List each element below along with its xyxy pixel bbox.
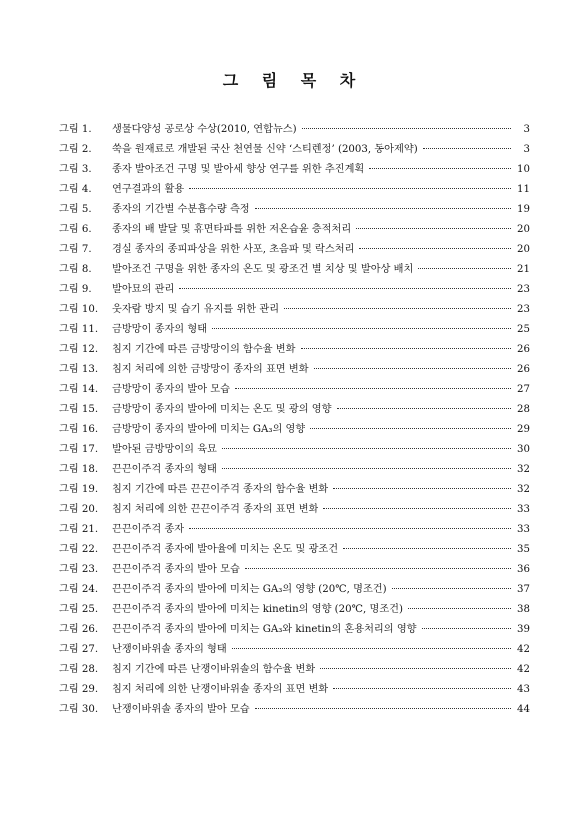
toc-entry [59, 140, 530, 160]
figure-label: 그림 7. [59, 244, 92, 255]
page-number: 10 [517, 164, 530, 175]
toc-entry [59, 600, 530, 620]
dot-leader [422, 627, 511, 629]
dot-leader [232, 647, 511, 649]
dot-leader [222, 467, 511, 469]
page-number: 32 [517, 464, 530, 475]
figure-caption: 연구결과의 활용 [112, 184, 185, 195]
figure-caption: 종자 발아조건 구명 및 발아세 향상 연구를 위한 추진계획 [112, 164, 365, 175]
figure-caption: 침지 기간에 따른 끈끈이주걱 종자의 함수율 변화 [112, 484, 329, 495]
page-number: 35 [517, 544, 530, 555]
figure-caption: 발아묘의 관리 [112, 284, 175, 295]
toc-entry [59, 700, 530, 720]
toc-entry [59, 240, 530, 260]
figure-caption: 발아조건 구명을 위한 종자의 온도 및 광조건 별 치상 및 발아상 배치 [112, 264, 414, 275]
toc-entry [59, 320, 530, 340]
page-number: 44 [517, 704, 530, 715]
toc-entry [59, 500, 530, 520]
dot-leader [418, 267, 511, 269]
toc-entry [59, 300, 530, 320]
dot-leader [189, 527, 511, 529]
figure-label: 그림 26. [59, 624, 99, 635]
figure-caption: 금방망이 종자의 형태 [112, 324, 208, 335]
figure-label: 그림 22. [59, 544, 99, 555]
figure-caption: 금방망이 종자의 발아에 미치는 온도 및 광의 영향 [112, 404, 332, 415]
page-number: 3 [523, 124, 530, 135]
figure-caption: 경실 종자의 종피파상을 위한 사포, 초음파 및 락스처리 [112, 244, 355, 255]
dot-leader [337, 407, 512, 409]
toc-entry [59, 220, 530, 240]
figure-label: 그림 11. [59, 324, 99, 335]
page-number: 26 [517, 344, 530, 355]
page-number: 29 [517, 424, 530, 435]
page-number: 39 [517, 624, 530, 635]
figure-caption: 종자의 배 발달 및 휴면타파를 위한 저온습윤 층적처리 [112, 224, 352, 235]
dot-leader [301, 347, 512, 349]
dot-leader [179, 287, 511, 289]
figure-label: 그림 30. [59, 704, 99, 715]
dot-leader [356, 227, 511, 229]
page-number: 33 [517, 504, 530, 515]
figure-label: 그림 23. [59, 564, 99, 575]
page-number: 36 [517, 564, 530, 575]
figure-label: 그림 1. [59, 124, 92, 135]
figure-caption: 끈끈이주걱 종자의 발아에 미치는 GA₃의 영향 (20℃, 명조건) [112, 584, 387, 595]
figure-caption: 금방망이 종자의 발아 모습 [112, 384, 230, 395]
toc-entry [59, 440, 530, 460]
figure-caption: 난쟁이바위솔 종자의 발아 모습 [112, 704, 250, 715]
figure-label: 그림 13. [59, 364, 99, 375]
dot-leader [408, 607, 511, 609]
toc-entry [59, 160, 530, 180]
dot-leader [189, 187, 511, 189]
page-number: 42 [517, 644, 530, 655]
toc-entry [59, 380, 530, 400]
dot-leader [245, 567, 511, 569]
figure-label: 그림 10. [59, 304, 99, 315]
figure-caption: 웃자람 방지 및 습기 유지를 위한 관리 [112, 304, 280, 315]
figure-caption: 끈끈이주걱 종자의 발아에 미치는 kinetin의 영향 (20℃, 명조건) [112, 604, 403, 615]
page-number: 27 [517, 384, 530, 395]
figure-label: 그림 4. [59, 184, 92, 195]
dot-leader [369, 167, 511, 169]
toc-entry [59, 360, 530, 380]
figure-caption: 생물다양성 공로상 수상(2010, 연합뉴스) [112, 124, 297, 135]
toc-entry [59, 400, 530, 420]
figure-label: 그림 21. [59, 524, 99, 535]
page-number: 3 [523, 144, 530, 155]
toc-entry [59, 520, 530, 540]
page-number: 20 [517, 244, 530, 255]
toc-entry [59, 340, 530, 360]
toc-entry [59, 540, 530, 560]
figure-label: 그림 3. [59, 164, 92, 175]
page-number: 11 [517, 184, 530, 195]
dot-leader [392, 587, 511, 589]
page-number: 32 [517, 484, 530, 495]
dot-leader [284, 307, 511, 309]
page-number: 23 [517, 284, 530, 295]
dot-leader [323, 507, 511, 509]
figure-label: 그림 14. [59, 384, 99, 395]
toc-entry [59, 260, 530, 280]
toc-entry [59, 660, 530, 680]
figure-caption: 침지 처리에 의한 금방망이 종자의 표면 변화 [112, 364, 309, 375]
figure-caption: 금방망이 종자의 발아에 미치는 GA₃의 영향 [112, 424, 306, 435]
figure-list [59, 120, 530, 720]
figure-label: 그림 12. [59, 344, 99, 355]
figure-caption: 끈끈이주걱 종자 [112, 524, 185, 535]
figure-label: 그림 24. [59, 584, 99, 595]
page-number: 28 [517, 404, 530, 415]
toc-entry [59, 280, 530, 300]
toc-entry [59, 680, 530, 700]
toc-entry [59, 460, 530, 480]
dot-leader [255, 707, 511, 709]
figure-label: 그림 15. [59, 404, 99, 415]
dot-leader [343, 547, 511, 549]
figure-caption: 침지 처리에 의한 난쟁이바위솔 종자의 표면 변화 [112, 684, 329, 695]
dot-leader [310, 427, 511, 429]
page-number: 26 [517, 364, 530, 375]
dot-leader [222, 447, 511, 449]
figure-label: 그림 27. [59, 644, 99, 655]
figure-label: 그림 20. [59, 504, 99, 515]
figure-caption: 쑥을 원재료로 개발된 국산 천연물 신약 ‘스티렌정’ (2003, 동아제약) [112, 144, 418, 155]
dot-leader [333, 487, 511, 489]
page-number: 19 [517, 204, 530, 215]
figure-caption: 난쟁이바위솔 종자의 형태 [112, 644, 227, 655]
toc-entry [59, 120, 530, 140]
figure-caption: 종자의 기간별 수분흡수량 측정 [112, 204, 250, 215]
dot-leader [212, 327, 511, 329]
figure-caption: 침지 기간에 따른 금방망이의 함수율 변화 [112, 344, 296, 355]
page-number: 37 [517, 584, 530, 595]
page-number: 30 [517, 444, 530, 455]
dot-leader [359, 247, 511, 249]
page-title: 그 림 목 차 [222, 71, 365, 90]
figure-label: 그림 28. [59, 664, 99, 675]
dot-leader [320, 667, 511, 669]
page-number: 21 [517, 264, 530, 275]
figure-label: 그림 5. [59, 204, 92, 215]
figure-label: 그림 18. [59, 464, 99, 475]
figure-caption: 침지 기간에 따른 난쟁이바위솔의 함수율 변화 [112, 664, 316, 675]
figure-label: 그림 6. [59, 224, 92, 235]
toc-entry [59, 480, 530, 500]
toc-entry [59, 640, 530, 660]
toc-entry [59, 580, 530, 600]
figure-caption: 끈끈이주걱 종자에 발아율에 미치는 온도 및 광조건 [112, 544, 339, 555]
figure-label: 그림 9. [59, 284, 92, 295]
figure-label: 그림 29. [59, 684, 99, 695]
dot-leader [255, 207, 511, 209]
figure-label: 그림 25. [59, 604, 99, 615]
dot-leader [314, 367, 511, 369]
figure-caption: 끈끈이주걱 종자의 형태 [112, 464, 217, 475]
dot-leader [302, 127, 511, 129]
toc-entry [59, 620, 530, 640]
dot-leader [235, 387, 511, 389]
toc-entry [59, 200, 530, 220]
toc-entry [59, 560, 530, 580]
page-number: 38 [517, 604, 530, 615]
figure-caption: 침지 처리에 의한 끈끈이주걱 종자의 표면 변화 [112, 504, 319, 515]
figure-label: 그림 8. [59, 264, 92, 275]
page-number: 23 [517, 304, 530, 315]
dot-leader [333, 687, 511, 689]
page-number: 43 [517, 684, 530, 695]
figure-label: 그림 2. [59, 144, 92, 155]
figure-caption: 발아된 금방망이의 육묘 [112, 444, 217, 455]
page-number: 20 [517, 224, 530, 235]
figure-label: 그림 16. [59, 424, 99, 435]
figure-label: 그림 19. [59, 484, 99, 495]
toc-entry [59, 420, 530, 440]
page-number: 42 [517, 664, 530, 675]
toc-entry [59, 180, 530, 200]
page-number: 25 [517, 324, 530, 335]
figure-label: 그림 17. [59, 444, 99, 455]
page-number: 33 [517, 524, 530, 535]
figure-caption: 끈끈이주걱 종자의 발아에 미치는 GA₃와 kinetin의 혼용처리의 영향 [112, 624, 417, 635]
dot-leader [423, 147, 511, 149]
figure-caption: 끈끈이주걱 종자의 발아 모습 [112, 564, 240, 575]
